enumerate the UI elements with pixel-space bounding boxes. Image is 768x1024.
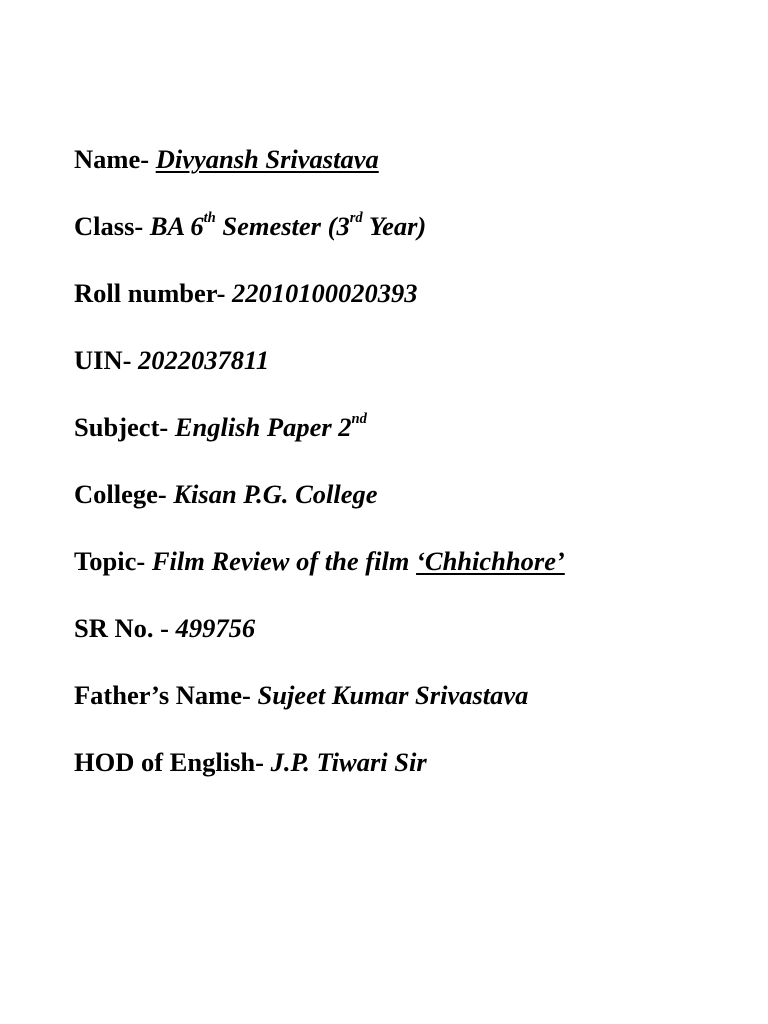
college-value: Kisan P.G. College bbox=[173, 479, 378, 509]
roll-number-label: Roll number- bbox=[74, 278, 226, 308]
sr-no-label: SR No. - bbox=[74, 613, 169, 643]
topic-film-title: ‘Chhichhore’ bbox=[416, 546, 565, 576]
sr-no-line bbox=[74, 612, 255, 644]
hod-label: HOD of English- bbox=[74, 747, 264, 777]
uin-label: UIN- bbox=[74, 345, 132, 375]
class-value-part2: Semester (3 bbox=[222, 211, 350, 241]
college-line bbox=[74, 478, 378, 510]
fathers-name-label: Father’s Name- bbox=[74, 680, 251, 710]
subject-label: Subject- bbox=[74, 412, 169, 442]
class-label: Class- bbox=[74, 211, 144, 241]
class-line bbox=[74, 210, 426, 242]
topic-value: Film Review of the film bbox=[151, 546, 410, 576]
college-label: College- bbox=[74, 479, 167, 509]
sr-no-value: 499756 bbox=[175, 613, 256, 643]
name-label: Name- bbox=[74, 144, 150, 174]
fathers-name-line bbox=[74, 679, 528, 711]
subject-superscript: nd bbox=[351, 411, 367, 428]
hod-value: J.P. Tiwari Sir bbox=[270, 747, 427, 777]
class-value bbox=[150, 211, 426, 241]
class-value-part1: BA 6 bbox=[149, 211, 204, 241]
name-value: Divyansh Srivastava bbox=[155, 144, 379, 174]
class-superscript-2: rd bbox=[349, 210, 363, 227]
topic-line bbox=[74, 545, 565, 577]
topic-label: Topic- bbox=[74, 546, 146, 576]
subject-value-text: English Paper 2 bbox=[174, 412, 352, 442]
fathers-name-value: Sujeet Kumar Srivastava bbox=[257, 680, 529, 710]
hod-line bbox=[74, 746, 427, 778]
roll-number-value: 22010100020393 bbox=[232, 278, 418, 308]
roll-number-line bbox=[74, 277, 418, 309]
class-value-part3: Year) bbox=[368, 211, 427, 241]
subject-line bbox=[74, 411, 367, 443]
subject-value bbox=[175, 412, 367, 442]
name-line bbox=[74, 143, 379, 175]
uin-value: 2022037811 bbox=[138, 345, 270, 375]
uin-line bbox=[74, 344, 269, 376]
class-superscript-1: th bbox=[203, 210, 216, 227]
